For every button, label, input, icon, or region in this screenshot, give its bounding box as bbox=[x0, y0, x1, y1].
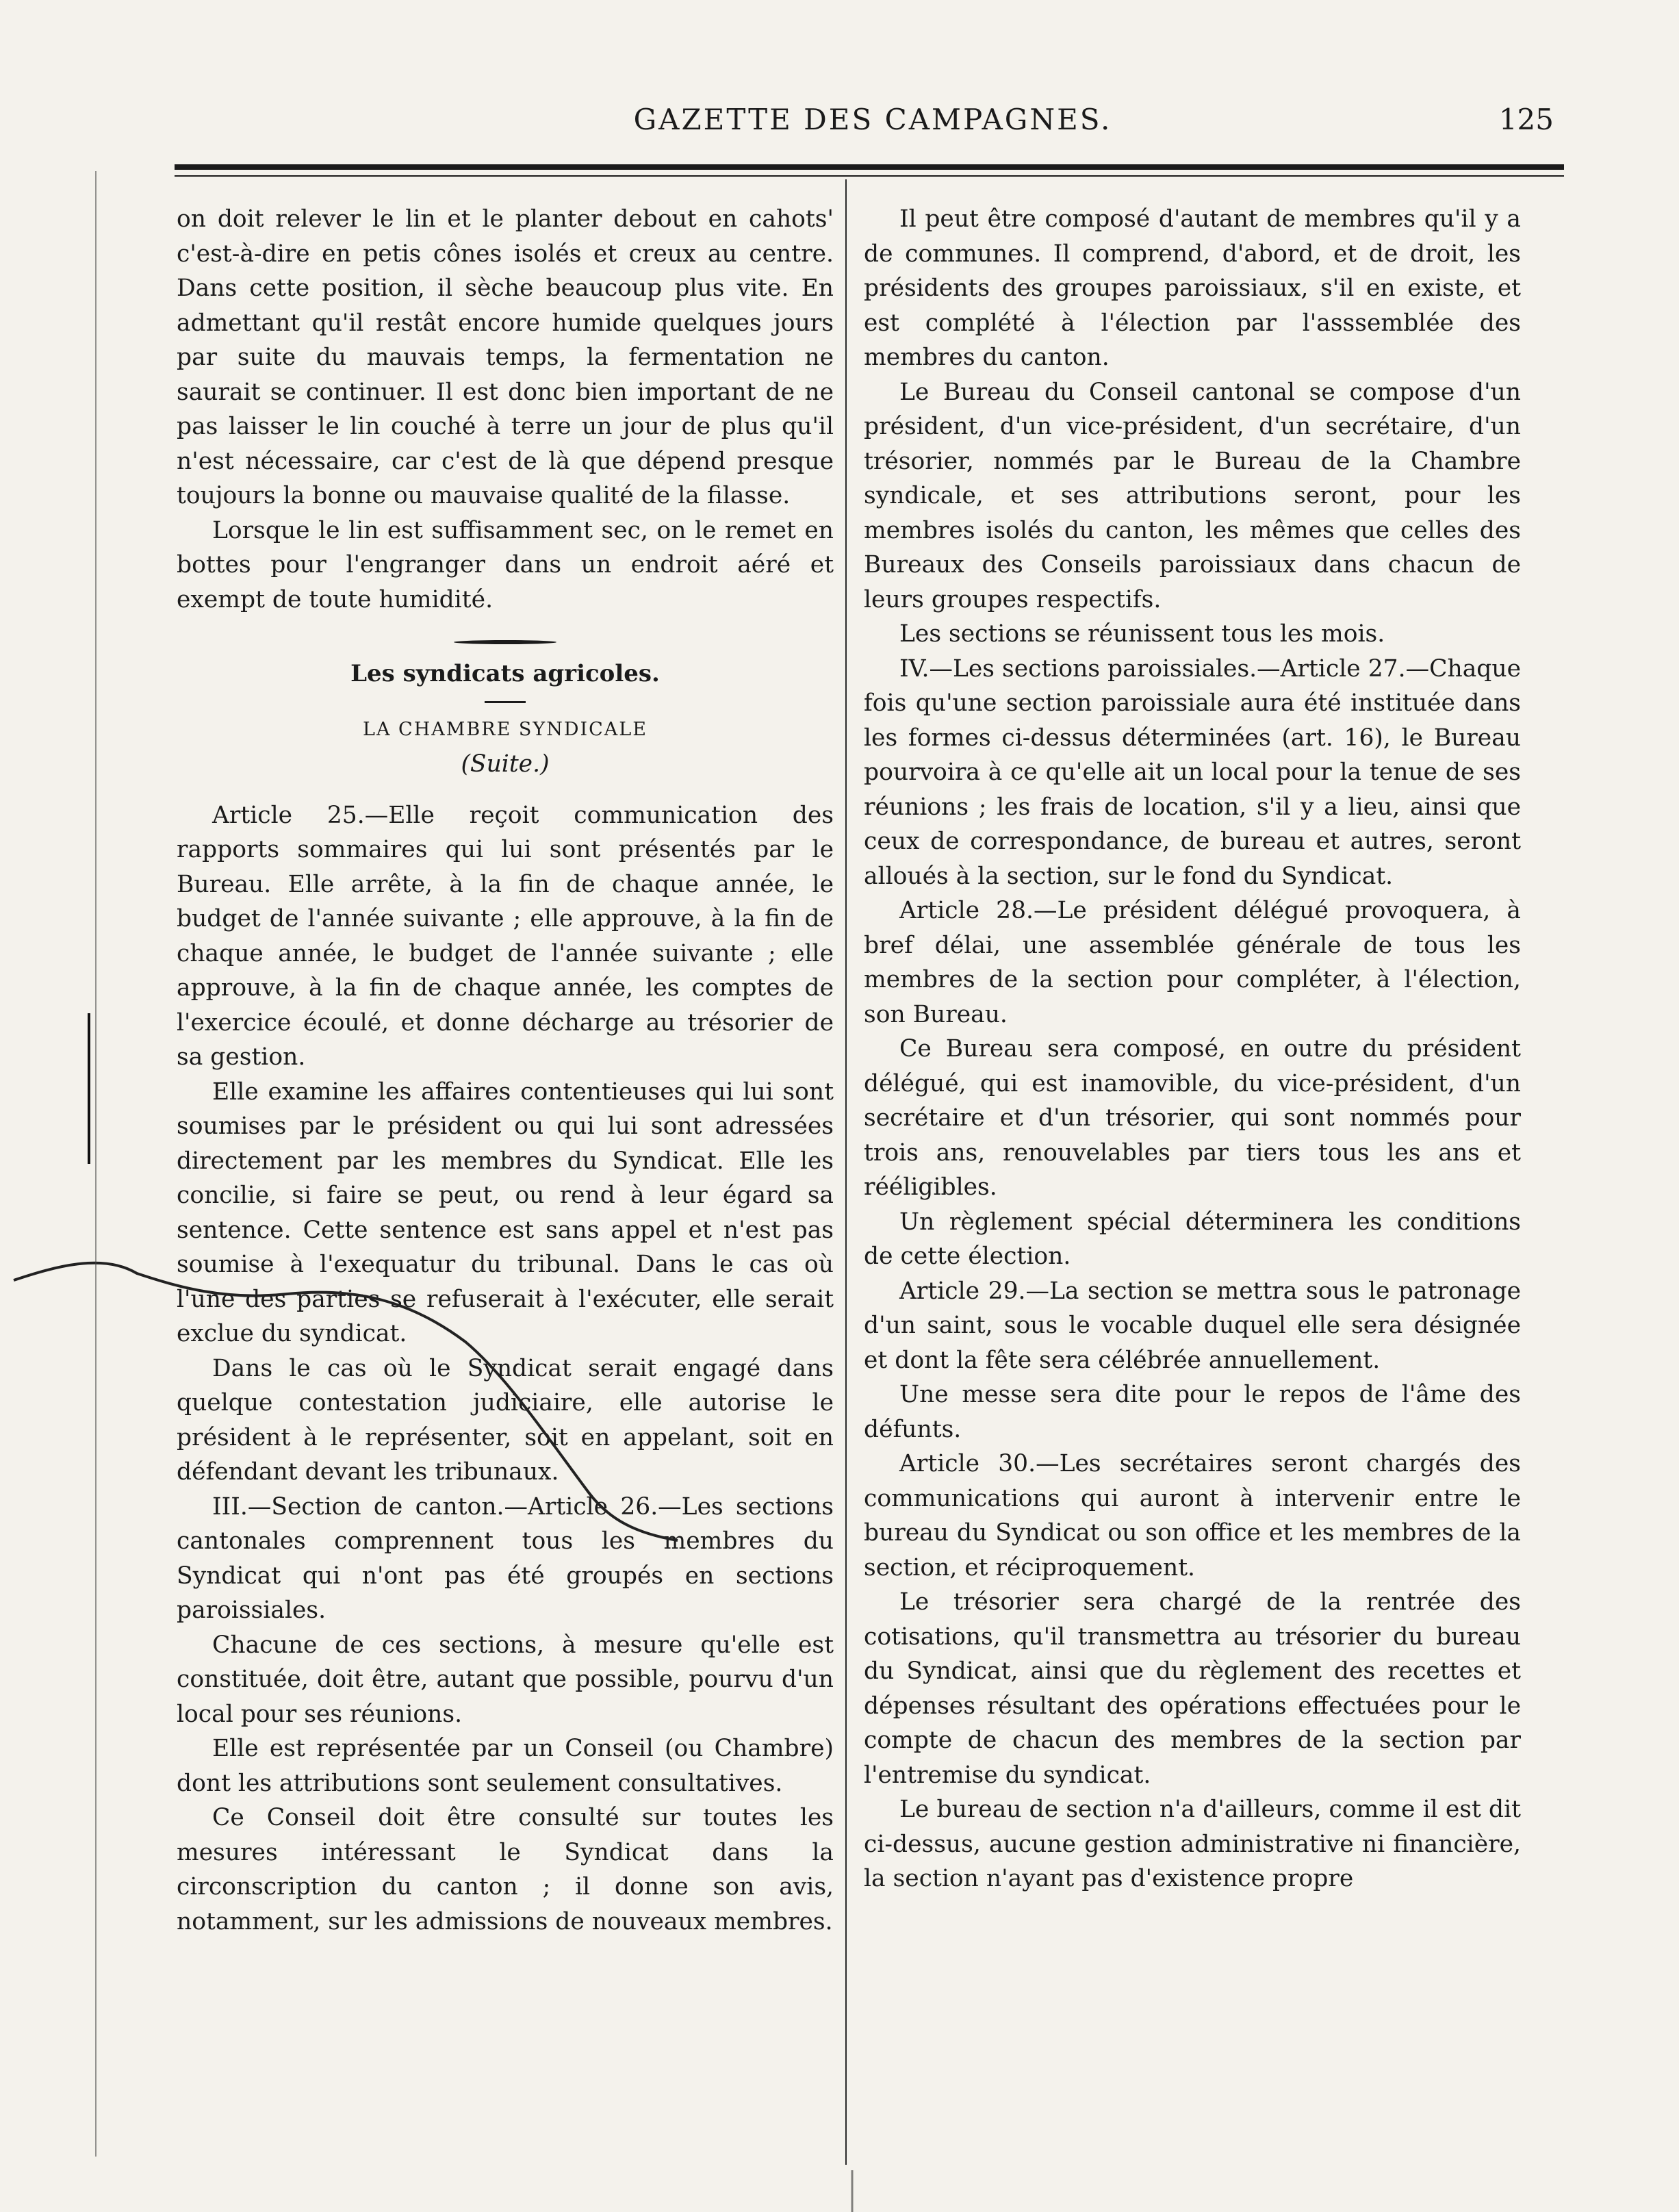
paragraph: IV.—Les sections paroissiales.—Article 27.—Chaque fois qu'une section paroissiale aura été instituée dans les formes ci-dessus déterminées (art. 16), le Bureau pourvoira à ce qu'elle ait un local pour la tenue de ses réunions ; les frais de location, s'il y a lieu, ainsi que ceux de correspondance, de bureau et autres, seront alloués à la section, sur le fond du Syndicat. bbox=[864, 654, 1521, 890]
page-header bbox=[171, 103, 1574, 144]
header-rule-thin bbox=[175, 175, 1564, 177]
paragraph: Elle examine les affaires contentieuses qui lui sont soumises par le président ou qui lui sont adressées directement par les membres du Syndicat. Elle les concilie, si faire se peut, ou rend à leur égard sa sentence. Cette sentence est sans appel et n'est pas soumise à l'exequatur du tribunal. Dans le cas où l'une des parties se refuserait à l'exécuter, elle serait exclue du syndicat. bbox=[177, 1078, 834, 1347]
paragraph: Le Bureau du Conseil cantonal se compose d'un président, d'un vice-président, d'un secrétaire, d'un trésorier, nommés par le Bureau de la Chambre syndicale, et ses attributions seront, pour les membres isolés du canton, les mêmes que celles des Bureaux des Conseils paroissiaux dans chacun de leurs groupes respectifs. bbox=[864, 378, 1521, 613]
right-column bbox=[864, 202, 1521, 1896]
paragraph: Le bureau de section n'a d'ailleurs, comme il est dit ci-dessus, aucune gestion administrative ni financière, la section n'ayant pas d'existence propre bbox=[864, 1796, 1521, 1892]
paragraph: on doit relever le lin et le planter debout en cahots' c'est-à-dire en petis cônes isolés et creux au centre. Dans cette position, il sèche beaucoup plus vite. En admettant qu'il restât encore humide quelques jours par suite du mauvais temps, la fermentation ne saurait se continuer. Il est donc bien important de ne pas laisser le lin couché à terre un jour de plus qu'il n'est nécessaire, car c'est de là que dépend presque toujours la bonne ou mauvaise qualité de la filasse. bbox=[177, 205, 834, 509]
paragraph: Chacune de ces sections, à mesure qu'elle est constituée, doit être, autant que possible, pourvu d'un local pour ses réunions. bbox=[177, 1631, 834, 1728]
running-title: GAZETTE DES CAMPAGNES. bbox=[633, 103, 1112, 136]
paragraph: Il peut être composé d'autant de membres qu'il y a de communes. Il comprend, d'abord, et de droit, les présidents des groupes paroissiaux, s'il en existe, et est complété à l'élection par l'asssemblée des membres du canton. bbox=[864, 205, 1521, 371]
paragraph: Elle est représentée par un Conseil (ou Chambre) dont les attributions sont seulement consultatives. bbox=[177, 1735, 834, 1797]
section-title: Les syndicats agricoles. bbox=[350, 660, 660, 687]
header-rule-thick bbox=[175, 164, 1564, 170]
paragraph: Les sections se réunissent tous les mois. bbox=[899, 620, 1385, 648]
paragraph: Article 30.—Les secrétaires seront chargés des communications qui auront à intervenir entre le bureau du Syndicat ou son office et les membres de la section, et réciproquement. bbox=[864, 1450, 1521, 1581]
paragraph: Le trésorier sera chargé de la rentrée des cotisations, qu'il transmettra au trésorier du bureau du Syndicat, ainsi que du règlement des recettes et dépenses résultant des opérations effectuées pour le compte de chacun des membres de la section par l'entremise du syndicat. bbox=[864, 1588, 1521, 1789]
sub-title: LA CHAMBRE SYNDICALE bbox=[363, 718, 648, 740]
column-divider bbox=[845, 179, 847, 2165]
dash-separator bbox=[485, 701, 526, 703]
paragraph: Article 25.—Elle reçoit communication des rapports sommaires qui lui sont présentés par le Bureau. Elle arrête, à la fin de chaque année, le budget de l'année suivante ; elle approuve, à la fin de chaque année, le budget de l'année suivante ; elle approuve, à la fin de chaque année, les comptes de l'exercice écoulé, et donne décharge au trésorier de sa gestion. bbox=[177, 801, 834, 1071]
paragraph: Dans le cas où le Syndicat serait engagé dans quelque contestation judiciaire, elle autorise le président à le représenter, soit en appelant, soit en défendant devant les tribunaux. bbox=[177, 1354, 834, 1486]
paragraph: Article 29.—La section se mettra sous le patronage d'un saint, sous le vocable duquel elle sera désignée et dont la fête sera célébrée annuellement. bbox=[864, 1277, 1521, 1374]
page-number: 125 bbox=[1498, 103, 1554, 136]
suite-label: (Suite.) bbox=[461, 750, 550, 778]
paragraph: Une messe sera dite pour le repos de l'âme des défunts. bbox=[864, 1381, 1521, 1443]
paragraph: Ce Bureau sera composé, en outre du président délégué, qui est inamovible, du vice-président, d'un secrétaire et d'un trésorier, qui sont nommés pour trois ans, renouvelables par tiers tous les ans et rééligibles. bbox=[864, 1035, 1521, 1201]
paragraph: Lorsque le lin est suffisamment sec, on le remet en bottes pour l'engranger dans un endroit aéré et exempt de toute humidité. bbox=[177, 516, 834, 613]
section-separator bbox=[454, 640, 556, 644]
paragraph: Un règlement spécial déterminera les conditions de cette élection. bbox=[864, 1208, 1521, 1270]
paragraph: Article 28.—Le président délégué provoquera, à bref délai, une assemblée générale de tous les membres de la section pour compléter, à l'élection, son Bureau. bbox=[864, 897, 1521, 1028]
left-column bbox=[177, 202, 834, 1939]
paragraph: III.—Section de canton.—Article 26.—Les sections cantonales comprennent tous les membres du Syndicat qui n'ont pas été groupés en sections paroissiales. bbox=[177, 1492, 834, 1624]
paragraph: Ce Conseil doit être consulté sur toutes les mesures intéressant le Syndicat dans la circonscription du canton ; il donne son avis, notamment, sur les admissions de nouveaux membres. bbox=[177, 1804, 834, 1935]
